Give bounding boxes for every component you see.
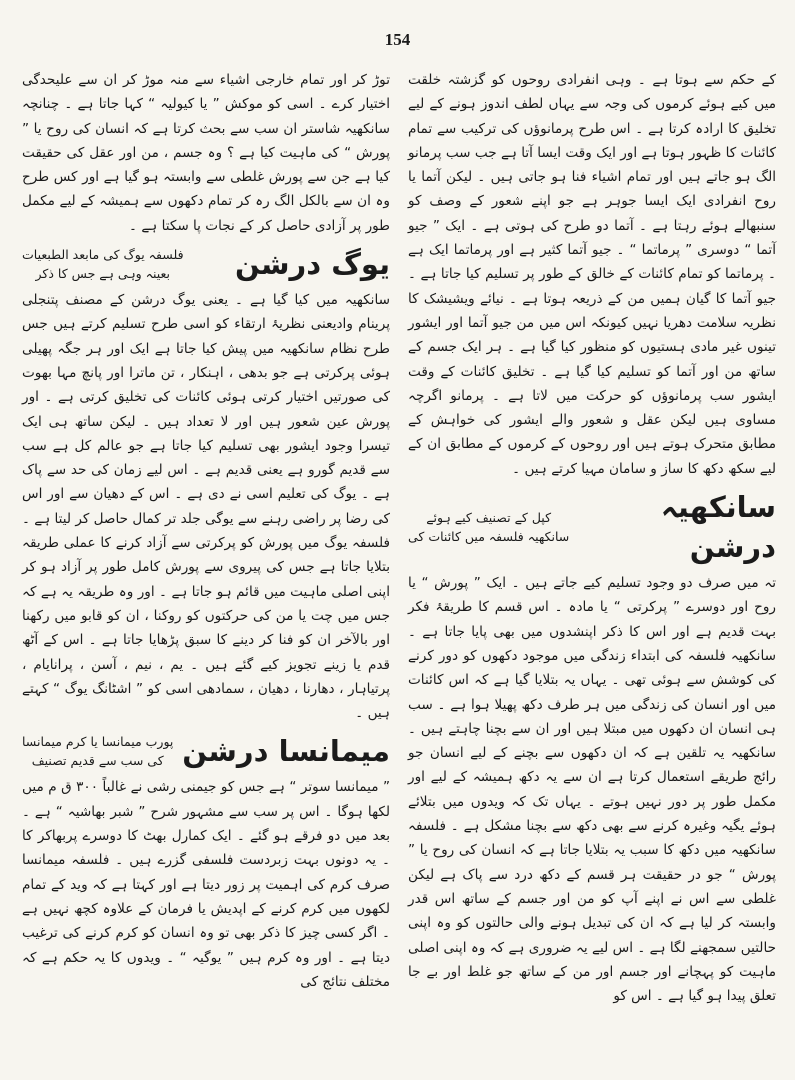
right-column <box>408 68 776 1008</box>
sankhya-heading-title: سانکھیہ درشن <box>660 490 776 565</box>
left-paragraph-2: سانکھیہ میں کیا گیا ہے ۔ یعنی یوگ درشن کے مصنف پتنجلی پرینام وادیعنی نظریۂ ارتقاء کو اسی طرح تسلیم کرتے ہیں جس طرح نظام سانکھیہ میں پیش کیا جاتا ہے ایک اور ہر جگہ پھیلی ہوئی پرکرتی ہے جو بدھی ، اہنکار ، تن ماترا اور پانچ مہا بھوت کی صورتیں اختیار کرتی ہوئی کائنات کی تخلیق کرتی ہے ۔ اور پورش عین شعور ہیں اور لا تعداد ہیں ۔ لیکن ساتھ ہی ایک تیسرا وجود ایشور بھی تسلیم کیا جاتا ہے جو عالم کل ہے سب سے قدیم گورو ہے یعنی قدیم ہے ۔ اس لیے زمان کی حد سے پاک ہے ۔ یوگ کی تعلیم اسی نے دی ہے ۔ اس کے دھیان سے اور اس کی رضا پر راضی رہنے سے یوگی جلد تر کمال حاصل کر لیتا ہے ۔ فلسفہ یوگ میں پورش کو پرکرتی سے آزاد کرنے کا عملی طریقہ بتلایا جاتا ہے جس کی پیروی سے پورش کامل طور پر آزاد ہو کر اپنی اصلی ماہیت میں قائم ہو جاتا ہے ۔ اور وہ طریقہ یہ ہے کہ جس میں چت یا من کی حرکتوں کو روکنا ، ان کو قابو میں رکھنا اور بالآخر ان کو فنا کر دینے کا سبق پڑھایا جاتا ہے ۔ اس کے آٹھ قدم یا زینے تجویز کیے گئے ہیں ۔ یم ، نیم ، آسن ، پرانایام ، پرتیاہار ، دھارنا ، دھیان ، سمادھی اسی کو ” اشٹانگ یوگ “ کہتے ہیں ۔ <box>21 292 390 722</box>
mimamsa-subtitle-line-2: کی سب سے قدیم تصنیف <box>31 753 164 769</box>
yoga-subtitle-line-2: بعینہ وہی ہے جس کا ذکر <box>35 266 171 282</box>
page-number: 154 <box>384 30 411 49</box>
left-paragraph-1: توڑ کر اور تمام خارجی اشیاء سے منہ موڑ کر ان سے علیحدگی اختیار کرے ۔ اسی کو موکش ” یا کیولیہ “ کہا جاتا ہے ۔ چنانچہ سانکھیہ شاستر ان سب سے بحث کرتا ہے کہ انسان کی روح یا ” پورش “ کی ماہیت کیا ہے ؟ وہ جسم ، من اور عقل کی حقیقت کیا ہے جن سے پورش غلطی سے وابستہ ہو گیا ہے اور کس طرح وہ ان سے بالکل الگ رہ کر تمام دکھوں سے ہمیشہ کے لیے مکمل طور پر آزادی حاصل کر کے نجات پا سکتا ہے ۔ <box>22 72 390 234</box>
yoga-heading <box>22 244 390 284</box>
right-paragraph-1: کے حکم سے ہوتا ہے ۔ وہی انفرادی روحوں کو گزشتہ خلقت میں کیے ہوئے کرموں کی وجہ سے یہاں لطف اندوز ہونے کے لیے تخلیق کا ارادہ کرتا ہے ۔ اس طرح پرمانوؤں کی ترکیب سے تمام کائنات کا ظہور ہوتا ہے اور ایک وقت ایسا آتا ہے جب سب پرمانو الگ ہو جاتے ہیں اور تمام اشیاء فنا ہو جاتی ہیں ۔ لیکن آتما یا روح انفرادی ایک ایسا جوہر ہے جو اپنے شعور کے وصف کو سنبھالے ہوئے رہتا ہے ۔ آتما دو طرح کی ہوتی ہے ۔ ایک ” جیو آتما “ دوسری ” پرماتما “ ۔ جیو آتما کثیر ہے اور پرماتما ایک ہے ۔ پرماتما کو تمام کائنات کے خالق کے طور پر تسلیم کیا جاتا ہے ۔ جیو آتما کا گیان ہمیں من کے ذریعہ ہوتا ہے ۔ نیائے ویشیشک کا نظریہ سلامت دھریا نہیں کیونکہ اس میں من جیو آتما اور ایشور تینوں غیر مادی ہستیوں کو منظور کیا گیا ہے ۔ ہر ایک جسم کے ساتھ من اور آتما کو تسلیم کیا گیا ہے ۔ تخلیق کائنات کے وقت ایشور سب پرمانوؤں کو حرکت میں لاتا ہے ۔ پرمانو اگرچہ مساوی ہیں لیکن عقل و شعور والے ایشور کی خواہش کے مطابق متحرک ہوتے ہیں اور روحوں کے کرموں کے مطابق ان کے لیے سکھ دکھ کا ساز و سامان مہیا کرتے ہیں ۔ <box>408 72 776 477</box>
left-column <box>22 68 390 994</box>
sankhya-subtitle-line-2: سانکھیہ فلسفہ میں کائنات کی <box>408 529 570 545</box>
sankhya-heading-subtitle <box>408 508 569 546</box>
yoga-heading-subtitle <box>22 245 184 283</box>
mimamsa-heading-title: میمانسا درشن <box>182 734 390 769</box>
mimamsa-heading-subtitle <box>22 732 173 770</box>
mimamsa-heading <box>22 731 390 771</box>
sankhya-subtitle-line-1: کپل کے تصنیف کیے ہوئے <box>426 510 552 526</box>
sankhya-heading <box>408 487 776 567</box>
left-paragraph-3: ” میمانسا سوتر “ ہے جس کو جیمنی رشی نے غالباً ۳۰۰ ق م میں لکھا ہوگا ۔ اس پر سب سے مشہور شرح ” شبر بھاشیہ “ ہے ۔ بعد میں دو فرقے ہو گئے ۔ ایک کمارل بھٹ کا دوسرے پربھاکر کا ۔ یہ دونوں بہت زبردست فلسفی گزرے ہیں ۔ فلسفہ میمانسا صرف کرم کی اہمیت پر زور دیتا ہے اور کہتا ہے کہ وید کے تمام لکھوں میں کرم کرنے کے اپدیش یا فرمان کے علاوہ کچھ نہیں ہے ۔ اگر کسی چیز کا ذکر بھی تو وہ انسان کو کرم کرنے کی ترغیب دیتا ہے ۔ اور وہ کرم ہیں ” یوگیہ “ ۔ ویدوں کا یہ حکم ہے کہ مختلف نتائج کی <box>22 779 390 990</box>
mimamsa-subtitle-line-1: پورب میمانسا یا کرم میمانسا <box>22 734 174 750</box>
yoga-subtitle-line-1: فلسفہ یوگ کی مابعد الطبعیات <box>22 247 184 263</box>
right-paragraph-2: تہ میں صرف دو وجود تسلیم کیے جاتے ہیں ۔ ایک ” پورش “ یا روح اور دوسرے ” پرکرتی “ یا مادہ ۔ اس قسم کا طریقۂ فکر بہت قدیم ہے اور اس کا ذکر اپنشدوں میں بھی پایا جاتا ہے ۔ سانکھیہ فلسفہ کی ابتداء زندگی میں موجود دکھوں کو دور کرنے کی کوشش سے ہوئی تھی ۔ یہاں یہ بتلایا گیا ہے کہ اس کائنات میں اور انسان کی زندگی میں ہر طرف دکھ پھیلا ہوا ہے ۔ سب ہی انسان ان دکھوں میں مبتلا ہیں اور ان سے بچنا چاہتے ہیں ۔ سانکھیہ یہ تلقین ہے کہ ان دکھوں سے بچنے کے لیے انسان جو رائج طریقے استعمال کرتا ہے ان سے یہ دکھ ہمیشہ کے لیے اور مکمل طور پر دور نہیں ہوتے ۔ یہاں تک کہ ویدوں میں بتلائے ہوئے یگیہ وغیرہ کرنے سے بھی دکھ سے بچنا مشکل ہے ۔ فلسفہ سانکھیہ میں دکھ کا سبب یہ بتلایا جاتا ہے کہ انسان کی روح یا ” پورش “ جو در حقیقت ہر قسم کے دکھ درد سے پاک ہے لیکن غلطی سے اس نے اپنے آپ کو من اور جسم کے ساتھ اس قدر وابستہ کر لیا ہے کہ ان کی تبدیل ہونے والی حالتوں کو وہ اپنی حالتیں سمجھنے لگا ہے ۔ اس لیے یہ ضروری ہے کہ وہ اپنی اصلی ماہیت کو پہچانے اور جسم اور من کے ساتھ جو غلط اور بے جا تعلق پیدا ہو گیا ہے ۔ اس کو <box>408 575 776 1005</box>
yoga-heading-title: یوگ درشن <box>234 247 390 282</box>
